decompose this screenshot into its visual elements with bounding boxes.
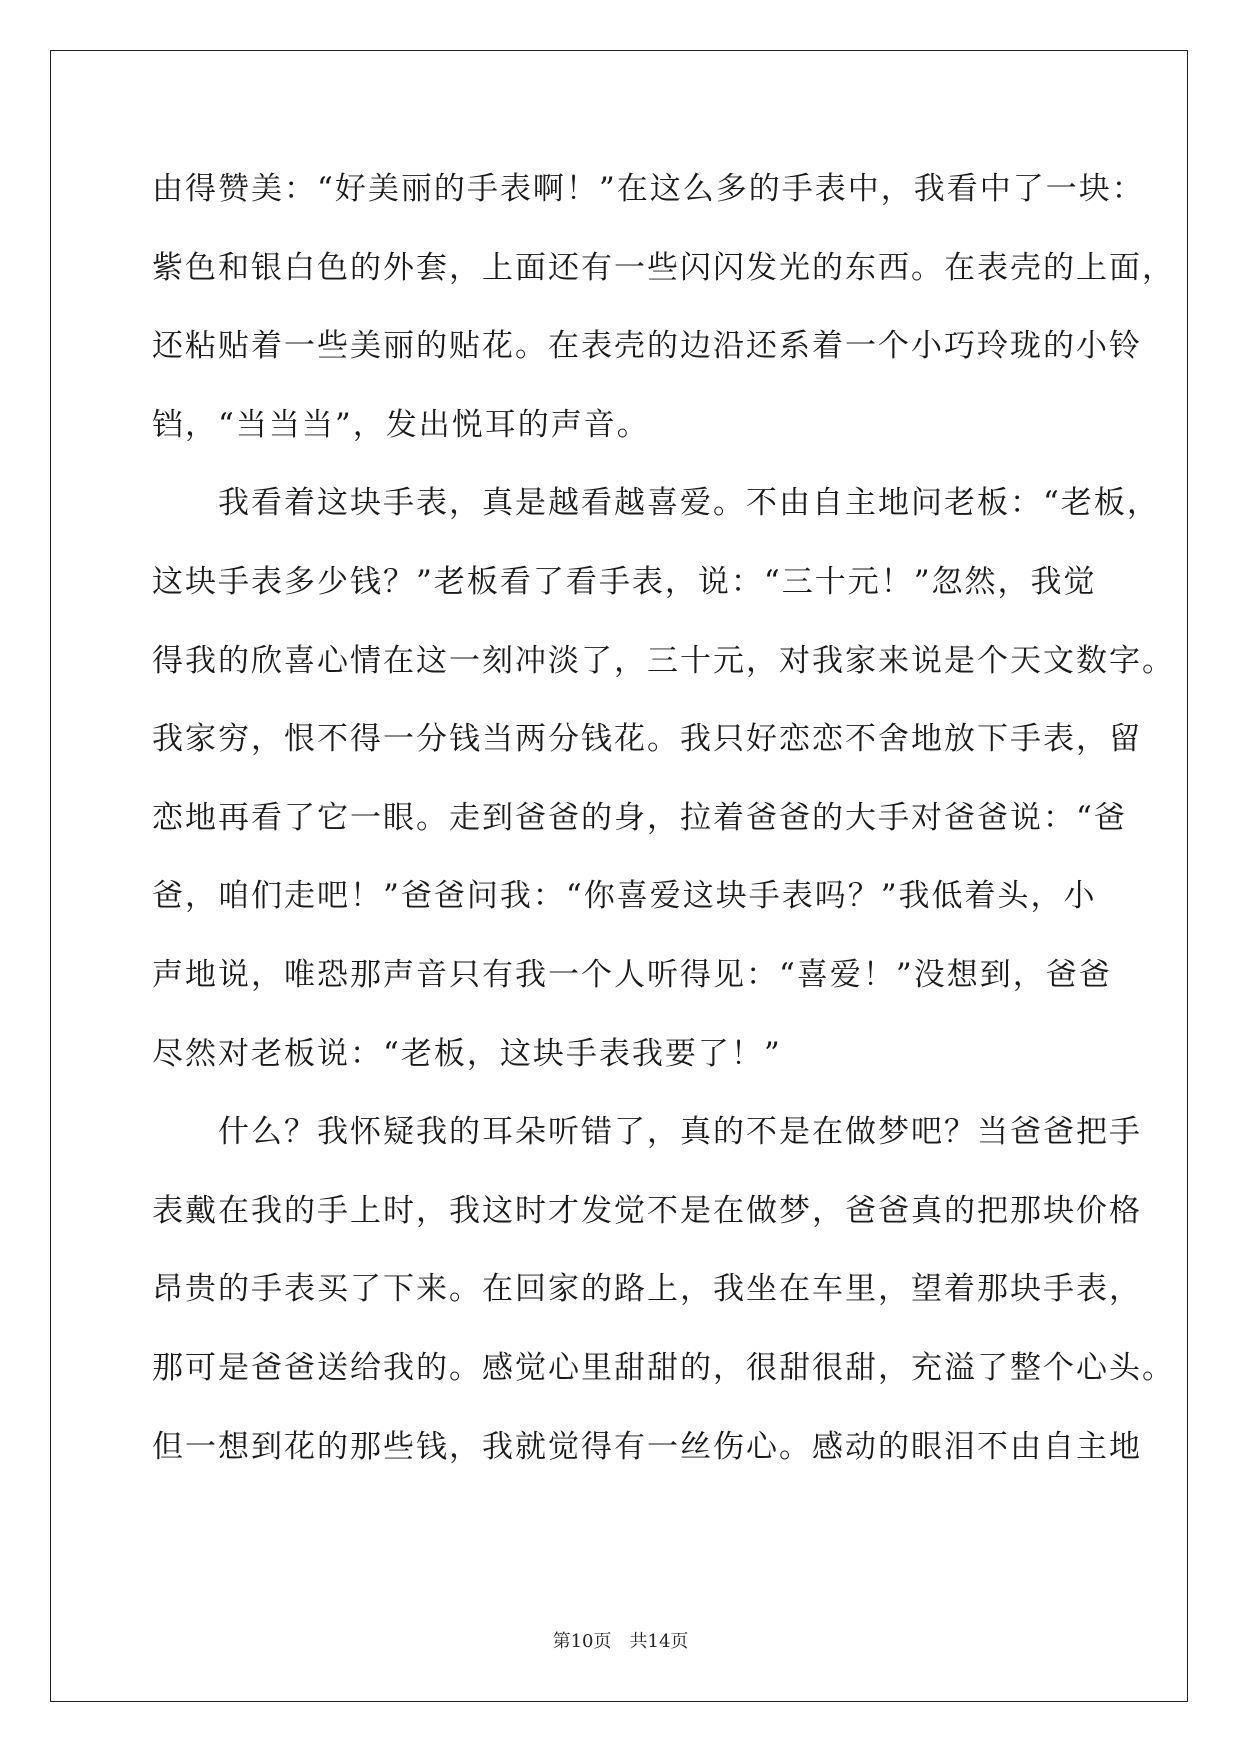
page-number: 第10页 xyxy=(552,1631,612,1652)
text-line: 爸，咱们走吧！”爸爸问我：“你喜爱这块手表吗？”我低着头，小 xyxy=(152,878,1097,915)
text-line: 这块手表多少钱？”老板看了看手表，说：“三十元！”忽然，我觉 xyxy=(152,563,1097,600)
text-line: 声地说，唯恐那声音只有我一个人听得见：“喜爱！”没想到，爸爸 xyxy=(152,956,1112,993)
text-line: 表戴在我的手上时，我这时才发觉不是在做梦，爸爸真的把那块价格 xyxy=(152,1192,1142,1229)
text-line: 昂贵的手表买了下来。在回家的路上，我坐在车里，望着那块手表， xyxy=(152,1271,1142,1308)
text-line: 我看着这块手表，真是越看越喜爱。不由自主地问老板：“老板， xyxy=(218,485,1160,522)
page-total: 共14页 xyxy=(629,1631,689,1652)
text-line: 那可是爸爸送给我的。感觉心里甜甜的，很甜很甜，充溢了整个心头。 xyxy=(152,1349,1175,1386)
text-line: 得我的欣喜心情在这一刻冲淡了，三十元，对我家来说是个天文数字。 xyxy=(152,642,1175,679)
text-line: 但一想到花的那些钱，我就觉得有一丝伤心。感动的眼泪不由自主地 xyxy=(152,1428,1142,1465)
text-line: 恋地再看了它一眼。走到爸爸的身，拉着爸爸的大手对爸爸说：“爸 xyxy=(152,799,1127,836)
text-line: 紫色和银白色的外套，上面还有一些闪闪发光的东西。在表壳的上面， xyxy=(152,249,1175,286)
text-line: 我家穷，恨不得一分钱当两分钱花。我只好恋恋不舍地放下手表，留 xyxy=(152,721,1142,758)
text-line: 还粘贴着一些美丽的贴花。在表壳的边沿还系着一个小巧玲珑的小铃 xyxy=(152,328,1142,365)
text-line: 铛，“当当当”，发出悦耳的声音。 xyxy=(152,406,650,443)
page-footer xyxy=(0,1627,1241,1653)
text-line: 由得赞美：“好美丽的手表啊！”在这么多的手表中，我看中了一块： xyxy=(152,171,1145,207)
document-body xyxy=(152,150,1175,1486)
text-line: 什么？我怀疑我的耳朵听错了，真的不是在做梦吧？当爸爸把手 xyxy=(218,1114,1142,1151)
text-line: 尽然对老板说：“老板，这块手表我要了！” xyxy=(152,1035,782,1072)
